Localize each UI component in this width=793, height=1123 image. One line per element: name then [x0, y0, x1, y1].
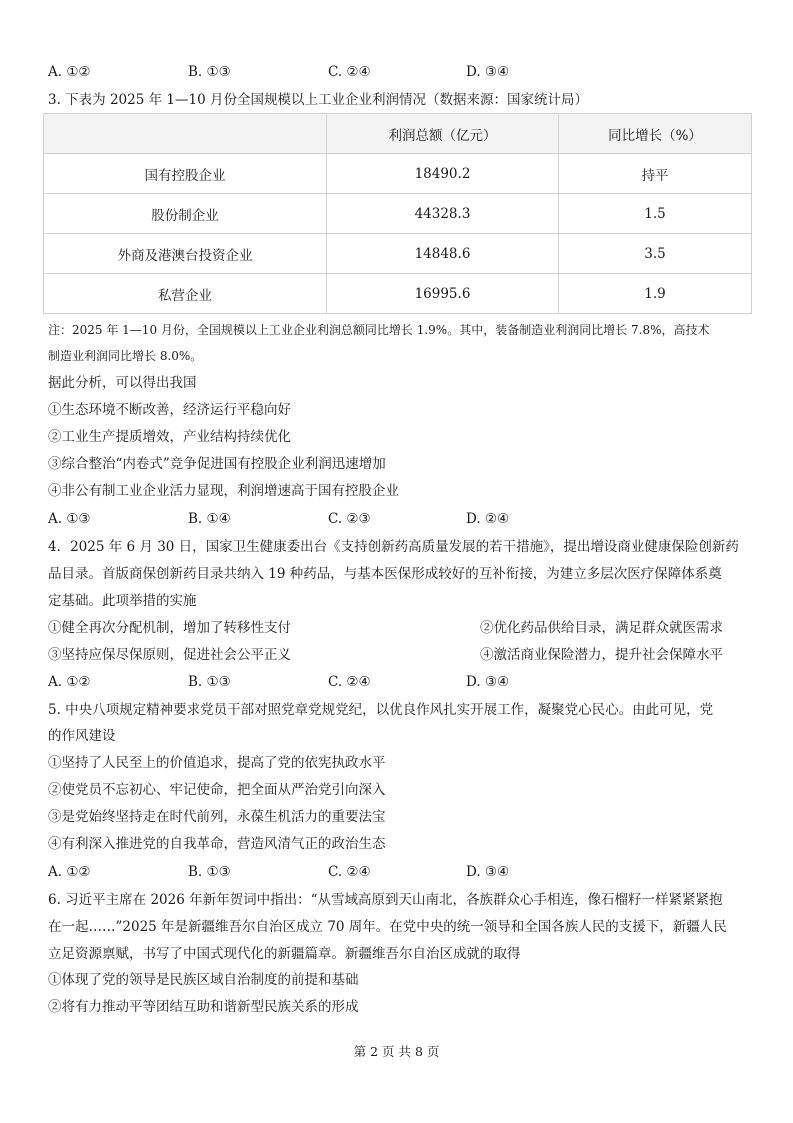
table-row — [44, 154, 752, 194]
table-header-cell: 利润总额（亿元） — [327, 114, 559, 154]
q3-item-1: ①生态环境不断改善，经济运行平稳向好 — [48, 402, 291, 418]
q6-stem-line-2: 在一起……”2025 年是新疆维吾尔自治区成立 70 周年。在党中央的统一领导和全国各族人民的支援下，新疆人民 — [48, 919, 727, 935]
q2-option-b: B. ①③ — [188, 64, 231, 80]
profit-table — [43, 113, 752, 314]
q4-item-2: ②优化药品供给目录，满足群众就医需求 — [480, 620, 723, 636]
table-cell: 私营企业 — [44, 274, 327, 314]
table-cell: 44328.3 — [327, 194, 559, 234]
q3-option-a: A. ①③ — [48, 511, 91, 527]
table-cell: 股份制企业 — [44, 194, 327, 234]
q3-option-c: C. ②③ — [328, 511, 371, 527]
q5-stem-line-1: 5. 中央八项规定精神要求党员干部对照党章党规党纪，以优良作风扎实开展工作，凝聚党心民心。由此可见，党 — [48, 702, 714, 718]
q4-stem-line-1: 4．2025 年 6 月 30 日，国家卫生健康委出台《支持创新药高质量发展的若干措施》，提出增设商业健康保险创新药 — [48, 539, 739, 555]
q5-option-b: B. ①③ — [188, 864, 231, 880]
q3-note-line-2: 制造业利润同比增长 8.0%。 — [48, 349, 203, 363]
q4-option-d: D. ③④ — [466, 674, 510, 690]
table-cell: 持平 — [559, 154, 752, 194]
q5-option-a: A. ①② — [48, 864, 91, 880]
q3-item-4: ④非公有制工业企业活力显现，利润增速高于国有控股企业 — [48, 483, 399, 499]
q6-stem-line-3: 立足资源禀赋，书写了中国式现代化的新疆篇章。新疆维吾尔自治区成就的取得 — [48, 946, 521, 962]
q2-option-d: D. ③④ — [466, 64, 510, 80]
table-row — [44, 274, 752, 314]
q2-option-c: C. ②④ — [328, 64, 371, 80]
table-cell: 1.5 — [559, 194, 752, 234]
q4-item-4: ④激活商业保险潜力，提升社会保障水平 — [480, 647, 723, 663]
q4-item-1: ①健全再次分配机制，增加了转移性支付 — [48, 620, 291, 636]
q4-option-c: C. ②④ — [328, 674, 371, 690]
q4-stem-line-2: 品目录。首版商保创新药目录共纳入 19 种药品，与基本医保形成较好的互补衔接，为建立多层次医疗保障体系奠 — [48, 566, 722, 582]
table-cell: 16995.6 — [327, 274, 559, 314]
q2-option-a: A. ①② — [48, 64, 91, 80]
q3-option-d: D. ②④ — [466, 511, 510, 527]
q5-item-4: ④有利深入推进党的自我革命，营造风清气正的政治生态 — [48, 836, 386, 852]
page-footer: 第 2 页 共 8 页 — [353, 1044, 440, 1059]
table-cell: 18490.2 — [327, 154, 559, 194]
q3-stem: 3. 下表为 2025 年 1—10 月份全国规模以上工业企业利润情况（数据来源：国家统计局） — [48, 92, 588, 108]
q4-options — [48, 672, 748, 692]
table-cell: 外商及港澳台投资企业 — [44, 234, 327, 274]
q3-options — [48, 509, 748, 529]
q5-option-d: D. ③④ — [466, 864, 510, 880]
table-cell: 1.9 — [559, 274, 752, 314]
q5-option-c: C. ②④ — [328, 864, 371, 880]
table-header-row — [44, 114, 752, 154]
q4-stem-line-3: 定基础。此项举措的实施 — [48, 593, 197, 609]
q3-prompt: 据此分析，可以得出我国 — [48, 375, 197, 391]
q5-options — [48, 862, 748, 882]
q5-item-1: ①坚持了人民至上的价值追求，提高了党的依宪执政水平 — [48, 755, 386, 771]
table-header-cell — [44, 114, 327, 154]
table-header-cell: 同比增长（%） — [559, 114, 752, 154]
table-cell: 国有控股企业 — [44, 154, 327, 194]
q3-note-line-1: 注：2025 年 1—10 月份，全国规模以上工业企业利润总额同比增长 1.9%。其中，装备制造业利润同比增长 7.8%，高技术 — [48, 323, 710, 337]
q5-item-3: ③是党始终坚持走在时代前列，永葆生机活力的重要法宝 — [48, 809, 386, 825]
q3-item-2: ②工业生产提质增效，产业结构持续优化 — [48, 429, 291, 445]
table-cell: 14848.6 — [327, 234, 559, 274]
q4-option-a: A. ①② — [48, 674, 91, 690]
q6-item-1: ①体现了党的领导是民族区域自治制度的前提和基础 — [48, 972, 359, 988]
q3-option-b: B. ①④ — [188, 511, 231, 527]
q6-item-2: ②将有力推动平等团结互助和谐新型民族关系的形成 — [48, 999, 359, 1015]
q5-stem-line-2: 的作风建设 — [48, 728, 116, 744]
table-cell: 3.5 — [559, 234, 752, 274]
q4-items-row-2 — [48, 645, 748, 665]
q3-item-3: ③综合整治“内卷式”竞争促进国有控股企业利润迅速增加 — [48, 456, 386, 472]
q4-item-3: ③坚持应保尽保原则，促进社会公平正义 — [48, 647, 291, 663]
q5-item-2: ②使党员不忘初心、牢记使命，把全面从严治党引向深入 — [48, 782, 386, 798]
q6-stem-line-1: 6. 习近平主席在 2026 年新年贺词中指出：“从雪域高原到天山南北，各族群众心手相连，像石榴籽一样紧紧紧抱 — [48, 892, 723, 908]
table-row — [44, 194, 752, 234]
q2-options — [48, 62, 748, 82]
table-row — [44, 234, 752, 274]
q4-items-row-1 — [48, 618, 748, 638]
q4-option-b: B. ①③ — [188, 674, 231, 690]
